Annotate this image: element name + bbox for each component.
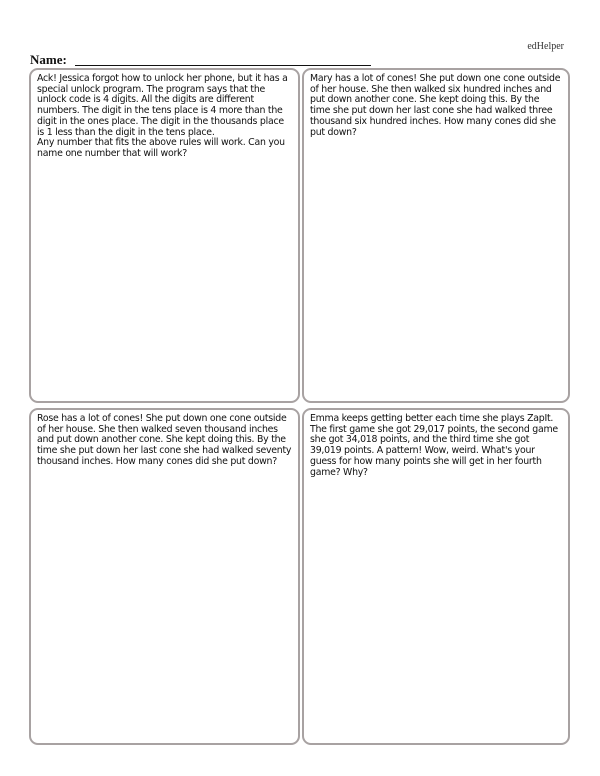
problem-box-2[interactable]	[302, 68, 570, 403]
problem-box-3[interactable]	[29, 408, 300, 745]
name-row	[30, 52, 371, 66]
problem-text: Emma keeps getting better each time she plays ZapIt. The first game she got 29,017 points, the second game she got 34,018 points, and the third time she got 39,019 points. A pattern! Wow, weird. What's your guess for how many points she will get in her fourth game? Why?	[310, 413, 558, 478]
brand-label: edHelper	[527, 41, 564, 52]
problem-box-4[interactable]	[302, 408, 570, 745]
problem-question: Any number that fits the above rules will work. Can you name one number that will work?	[37, 137, 285, 159]
problem-text: Ack! Jessica forgot how to unlock her phone, but it has a special unlock program. The program says that the unlock code is 4 digits. All the digits are different numbers. The digit in the tens place is 4 more than the digit in the ones place. The digit in the thousands place is 1 less than the digit in the tens place.	[37, 73, 288, 138]
problem-text: Rose has a lot of cones! She put down one cone outside of her house. She then walked seven thousand inches and put down another cone. She kept doing this. By the time she put down her last cone she had walked seventy thousand inches. How many cones did she put down?	[37, 413, 292, 467]
problem-text: Mary has a lot of cones! She put down one cone outside of her house. She then walked six hundred inches and put down another cone. She kept doing this. By the time she put down her last cone she had walked three thousand six hundred inches. How many cones did she put down?	[310, 73, 561, 138]
name-field-line[interactable]	[75, 54, 371, 66]
name-label: Name:	[30, 52, 67, 67]
problem-box-1[interactable]	[29, 68, 300, 403]
